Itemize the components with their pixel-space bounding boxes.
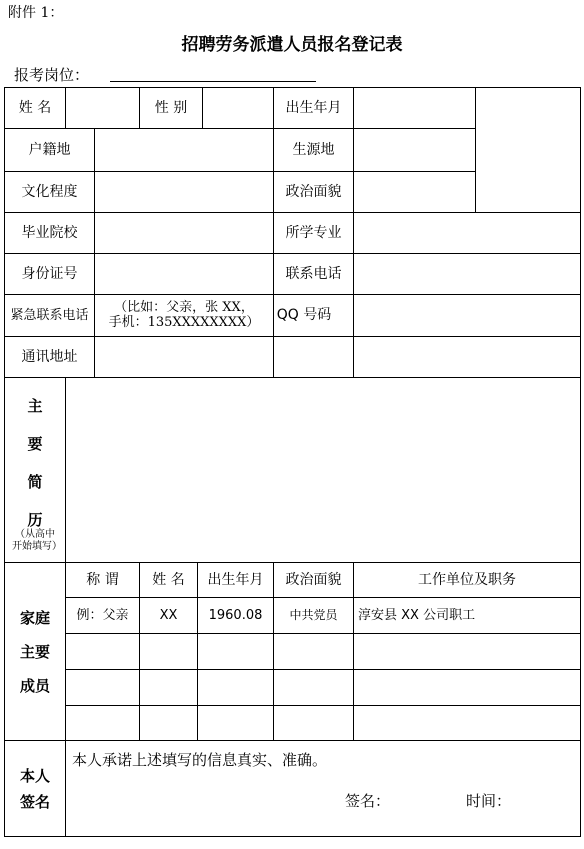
source-field[interactable]	[354, 129, 475, 171]
huji-field[interactable]	[95, 129, 273, 171]
family-row-1[interactable]	[66, 634, 580, 669]
address-field[interactable]	[95, 337, 580, 377]
signature-label: 本人 签名	[19, 766, 50, 811]
school-label: 毕业院校	[21, 224, 78, 241]
id-card-label: 身份证号	[21, 265, 78, 282]
resume-note: （从高中开始填写）	[12, 529, 62, 552]
phone-label: 联系电话	[285, 265, 342, 282]
family-header-name: 姓 名	[152, 571, 185, 588]
family-header-work: 工作单位及职务	[418, 571, 516, 588]
family-label: 家庭 主要 成员	[19, 608, 50, 695]
emergency-note-line1: （比如：父亲，张 XX，	[114, 299, 254, 315]
family-header-relation: 称 谓	[86, 571, 119, 588]
family-row-2[interactable]	[66, 670, 580, 705]
address-label: 通讯地址	[21, 348, 78, 365]
political-field[interactable]	[354, 172, 475, 212]
birth-label: 出生年月	[285, 99, 342, 116]
family-header-birth: 出生年月	[207, 571, 264, 588]
major-field[interactable]	[354, 213, 580, 253]
photo-area[interactable]	[476, 88, 580, 212]
gender-field[interactable]	[203, 88, 273, 128]
major-label: 所学专业	[285, 224, 342, 241]
post-label: 报考岗位：	[14, 66, 90, 84]
form-title: 招聘劳务派遣人员报名登记表	[181, 35, 403, 55]
phone-field[interactable]	[354, 254, 580, 294]
huji-label: 户籍地	[28, 141, 71, 158]
resume-field[interactable]	[66, 378, 580, 562]
gender-label: 性 别	[154, 99, 188, 116]
name-field[interactable]	[66, 88, 139, 128]
post-input-line[interactable]	[110, 81, 316, 82]
time-label: 时间：	[466, 792, 512, 810]
family-example-relation: 例：父亲	[76, 607, 129, 623]
birth-field[interactable]	[354, 88, 475, 128]
name-label: 姓 名	[18, 99, 52, 116]
source-label: 生源地	[292, 141, 335, 158]
pledge-text: 本人承诺上述填写的信息真实、准确。	[72, 751, 328, 769]
resume-label: 主 要 简 历 （从高中开始填写）	[12, 397, 62, 552]
family-example-work: 淳安县 XX 公司职工	[358, 607, 476, 623]
emergency-label: 紧急联系电话	[10, 307, 89, 323]
id-card-field[interactable]	[95, 254, 273, 294]
family-row-3[interactable]	[66, 706, 580, 740]
education-field[interactable]	[95, 172, 273, 212]
family-header-political: 政治面貌	[285, 571, 342, 588]
qq-label: QQ 号码	[276, 307, 332, 324]
education-label: 文化程度	[21, 183, 78, 200]
school-field[interactable]	[95, 213, 273, 253]
family-example-birth: 1960.08	[208, 607, 263, 623]
emergency-field[interactable]	[95, 295, 273, 336]
family-example-political: 中共党员	[289, 608, 338, 623]
emergency-note-line2: 手机：135XXXXXXXX）	[108, 314, 260, 330]
family-example-name: XX	[159, 607, 178, 623]
qq-field[interactable]	[354, 295, 580, 336]
sign-label: 签名：	[345, 792, 391, 810]
political-label: 政治面貌	[285, 183, 342, 200]
attachment-label: 附件 1：	[8, 5, 64, 21]
